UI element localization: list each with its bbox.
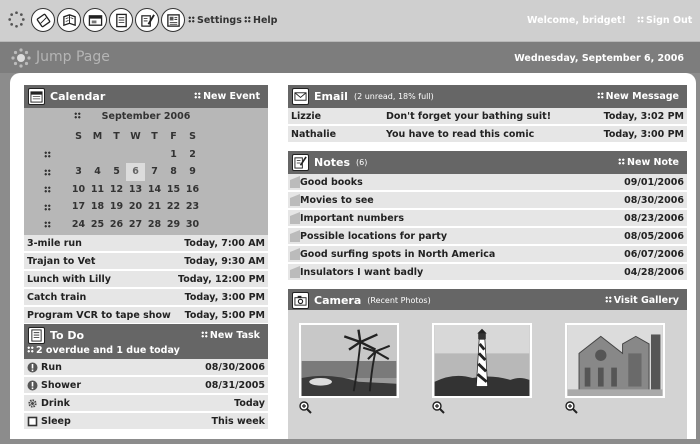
- calendar-day[interactable]: 21: [147, 201, 162, 212]
- todo-title: To Do: [50, 329, 85, 342]
- note-row[interactable]: [288, 228, 687, 245]
- new-task-button[interactable]: New Task: [201, 330, 260, 341]
- week-select-icon[interactable]: [44, 204, 51, 211]
- dots-icon: [188, 16, 195, 23]
- event-name: Lunch with Lilly: [27, 273, 111, 285]
- dots-icon: [74, 112, 81, 119]
- calendar-blank: [69, 146, 88, 164]
- note-row[interactable]: [288, 210, 687, 227]
- camera-title: Camera: [314, 294, 362, 307]
- task-row[interactable]: [24, 395, 268, 412]
- new-message-button[interactable]: New Message: [597, 91, 679, 102]
- todo-list-icon: [28, 327, 45, 344]
- calendar-day[interactable]: 10: [71, 183, 86, 195]
- calendar-day[interactable]: 29: [166, 218, 181, 230]
- calendar-day[interactable]: 22: [166, 201, 181, 212]
- note-page-icon: [290, 248, 300, 260]
- week-select-icon[interactable]: [44, 169, 51, 176]
- week-select-icon[interactable]: [44, 186, 51, 193]
- note-page-icon: [290, 194, 300, 206]
- calendar-blank: [145, 146, 164, 164]
- notepad-tool-icon[interactable]: [109, 8, 133, 32]
- lighthouse-photo[interactable]: [432, 323, 532, 398]
- calendar-day[interactable]: 18: [90, 201, 105, 212]
- zoom-in-icon[interactable]: [299, 401, 312, 414]
- calendar-day[interactable]: 16: [185, 183, 200, 195]
- notes-count: (6): [356, 158, 368, 167]
- note-title: Important numbers: [300, 212, 405, 224]
- task-due: 08/30/2006: [205, 361, 265, 373]
- event-row[interactable]: [24, 235, 268, 252]
- email-header: [288, 85, 687, 108]
- weekday-header: S: [189, 131, 196, 142]
- todo-header: [24, 324, 268, 347]
- notepad-pen-icon: [292, 154, 309, 171]
- weekday-header: F: [170, 131, 177, 142]
- task-row[interactable]: [24, 413, 268, 430]
- task-row[interactable]: [24, 359, 268, 376]
- event-row[interactable]: [24, 289, 268, 306]
- calendar-day[interactable]: 7: [151, 166, 158, 177]
- note-date: 08/23/2006: [624, 212, 684, 224]
- new-event-button[interactable]: New Event: [194, 91, 260, 102]
- checkbox-icon[interactable]: [27, 416, 38, 427]
- calendar-day[interactable]: 15: [166, 183, 181, 195]
- zoom-in-icon[interactable]: [565, 401, 578, 414]
- week-select-icon[interactable]: [44, 151, 51, 158]
- loading-spinner-icon: [8, 11, 25, 28]
- calendar-day[interactable]: 27: [128, 218, 143, 230]
- weekday-header: T: [151, 131, 158, 142]
- event-row[interactable]: [24, 271, 268, 288]
- note-title: Movies to see: [300, 194, 374, 206]
- recent-photos: [288, 310, 687, 439]
- weekday-header: T: [113, 131, 120, 142]
- map-book-tool-icon[interactable]: [57, 8, 81, 32]
- calendar-day[interactable]: 2: [189, 148, 196, 160]
- diary-tool-icon[interactable]: [31, 8, 55, 32]
- newspaper-tool-icon[interactable]: [161, 8, 185, 32]
- event-name: Program VCR to tape show: [27, 309, 171, 321]
- main-content: [10, 73, 696, 439]
- browser-tool-icon[interactable]: [83, 8, 107, 32]
- event-name: 3-mile run: [27, 237, 82, 249]
- email-row[interactable]: [288, 126, 687, 143]
- sign-out-link[interactable]: Sign Out: [637, 15, 692, 26]
- dots-icon: [618, 158, 625, 165]
- top-toolbar: [0, 0, 700, 42]
- email-time: Today, 3:00 PM: [603, 128, 684, 140]
- email-sender: Nathalie: [291, 128, 337, 140]
- note-title: Insulators I want badly: [300, 266, 424, 278]
- camera-icon: [292, 292, 309, 309]
- calendar-day[interactable]: 24: [71, 218, 86, 230]
- calendar-day[interactable]: 26: [109, 218, 124, 230]
- note-title: Possible locations for party: [300, 230, 448, 242]
- task-row[interactable]: [24, 377, 268, 394]
- task-name: Run: [41, 361, 62, 373]
- current-date: Wednesday, September 6, 2006: [514, 53, 684, 64]
- calendar-day[interactable]: 5: [113, 166, 120, 177]
- settings-link[interactable]: Settings: [188, 15, 242, 26]
- calendar-day[interactable]: 14: [147, 183, 162, 195]
- note-page-icon: [290, 266, 300, 278]
- dots-icon: [27, 346, 34, 353]
- email-time: Today, 3:02 PM: [603, 110, 684, 122]
- calendar-day[interactable]: 20: [128, 201, 143, 212]
- note-row[interactable]: [288, 174, 687, 191]
- task-due: This week: [211, 415, 265, 427]
- calendar-day[interactable]: 1: [170, 148, 177, 160]
- dots-icon: [605, 296, 612, 303]
- event-row[interactable]: [24, 253, 268, 270]
- week-select-icon[interactable]: [44, 221, 51, 228]
- note-date: 08/05/2006: [624, 230, 684, 242]
- event-time: Today, 3:00 PM: [184, 291, 265, 303]
- envelope-icon: [292, 88, 309, 105]
- calendar-day[interactable]: 19: [109, 201, 124, 212]
- calendar-day[interactable]: 4: [94, 166, 101, 177]
- calendar-blank: [126, 146, 145, 164]
- todo-summary: 2 overdue and 1 due today: [24, 345, 268, 360]
- email-subject: You have to read this comic: [386, 128, 535, 140]
- dots-icon: [597, 92, 604, 99]
- note-title: Good surfing spots in North America: [300, 248, 496, 260]
- zoom-in-icon[interactable]: [432, 401, 445, 414]
- calendar-title: Calendar: [50, 90, 106, 103]
- task-name: Shower: [41, 379, 82, 391]
- camera-subtitle: (Recent Photos): [367, 296, 431, 305]
- calendar-icon: [28, 88, 45, 105]
- calendar-day[interactable]: 30: [185, 218, 200, 230]
- note-title: Good books: [300, 176, 363, 188]
- note-page-icon: [290, 176, 300, 188]
- note-row[interactable]: [288, 192, 687, 209]
- weekday-header: S: [75, 131, 82, 142]
- event-time: Today, 9:30 AM: [184, 255, 265, 267]
- note-row[interactable]: [288, 264, 687, 281]
- calendar-day[interactable]: 25: [90, 218, 105, 230]
- calendar-day[interactable]: 9: [189, 166, 196, 177]
- calendar-day[interactable]: 12: [109, 183, 124, 195]
- note-date: 04/28/2006: [624, 266, 684, 278]
- cathedral-photo[interactable]: [565, 323, 665, 398]
- task-name: Sleep: [41, 415, 71, 427]
- email-title: Email: [314, 90, 348, 103]
- calendar-day[interactable]: 13: [128, 183, 143, 195]
- event-name: Trajan to Vet: [27, 255, 96, 267]
- calendar-day[interactable]: 17: [71, 201, 86, 212]
- event-name: Catch train: [27, 291, 87, 303]
- note-page-icon: [290, 230, 300, 242]
- help-link[interactable]: Help: [244, 15, 277, 26]
- calendar-day[interactable]: 11: [90, 183, 105, 195]
- page-title: Jump Page: [36, 49, 110, 65]
- notes-title: Notes: [314, 156, 351, 169]
- visit-gallery-button[interactable]: Visit Gallery: [605, 295, 679, 306]
- calendar-day[interactable]: 6: [126, 163, 145, 181]
- jump-page-logo-icon: [10, 47, 32, 69]
- page-header: [0, 42, 700, 73]
- event-time: Today, 5:00 PM: [184, 309, 265, 321]
- calendar-day[interactable]: 3: [75, 166, 82, 177]
- dots-icon: [637, 16, 644, 23]
- calendar-blank: [107, 146, 126, 164]
- notes-header: [288, 151, 687, 174]
- calendar-day[interactable]: 23: [185, 201, 200, 212]
- calendar-month: September 2006: [101, 111, 191, 122]
- dots-icon: [244, 16, 251, 23]
- note-row[interactable]: [288, 246, 687, 263]
- dots-icon: [194, 92, 201, 99]
- new-note-button[interactable]: New Note: [618, 157, 679, 168]
- calendar-blank: [88, 146, 107, 164]
- calendar-grid: [69, 128, 202, 233]
- calendar-day[interactable]: 8: [170, 166, 177, 177]
- dots-icon: [201, 331, 208, 338]
- task-name: Drink: [41, 397, 70, 409]
- overdue-alert-icon: [27, 362, 38, 373]
- mini-calendar: [24, 108, 268, 235]
- note-date: 09/01/2006: [624, 176, 684, 188]
- note-date: 06/07/2006: [624, 248, 684, 260]
- calendar-header: [24, 85, 268, 108]
- weekday-header: W: [130, 131, 141, 142]
- calendar-day[interactable]: 28: [147, 218, 162, 230]
- email-subject: Don't forget your bathing suit!: [386, 110, 552, 122]
- email-summary: (2 unread, 18% full): [353, 92, 434, 101]
- task-due: 08/31/2005: [205, 379, 265, 391]
- contacts-tool-icon[interactable]: [135, 8, 159, 32]
- email-row[interactable]: [288, 108, 687, 125]
- welcome-message: Welcome, bridget!: [527, 15, 626, 26]
- gear-icon: [27, 398, 38, 409]
- email-sender: Lizzie: [291, 110, 322, 122]
- event-time: Today, 7:00 AM: [184, 237, 265, 249]
- event-row[interactable]: [24, 307, 268, 324]
- note-date: 08/30/2006: [624, 194, 684, 206]
- camera-header: [288, 289, 687, 312]
- weekday-header: M: [92, 131, 103, 142]
- note-page-icon: [290, 212, 300, 224]
- palm-beach-photo[interactable]: [299, 323, 399, 398]
- task-due: Today: [234, 397, 265, 409]
- overdue-alert-icon: [27, 380, 38, 391]
- event-time: Today, 12:00 PM: [178, 273, 265, 285]
